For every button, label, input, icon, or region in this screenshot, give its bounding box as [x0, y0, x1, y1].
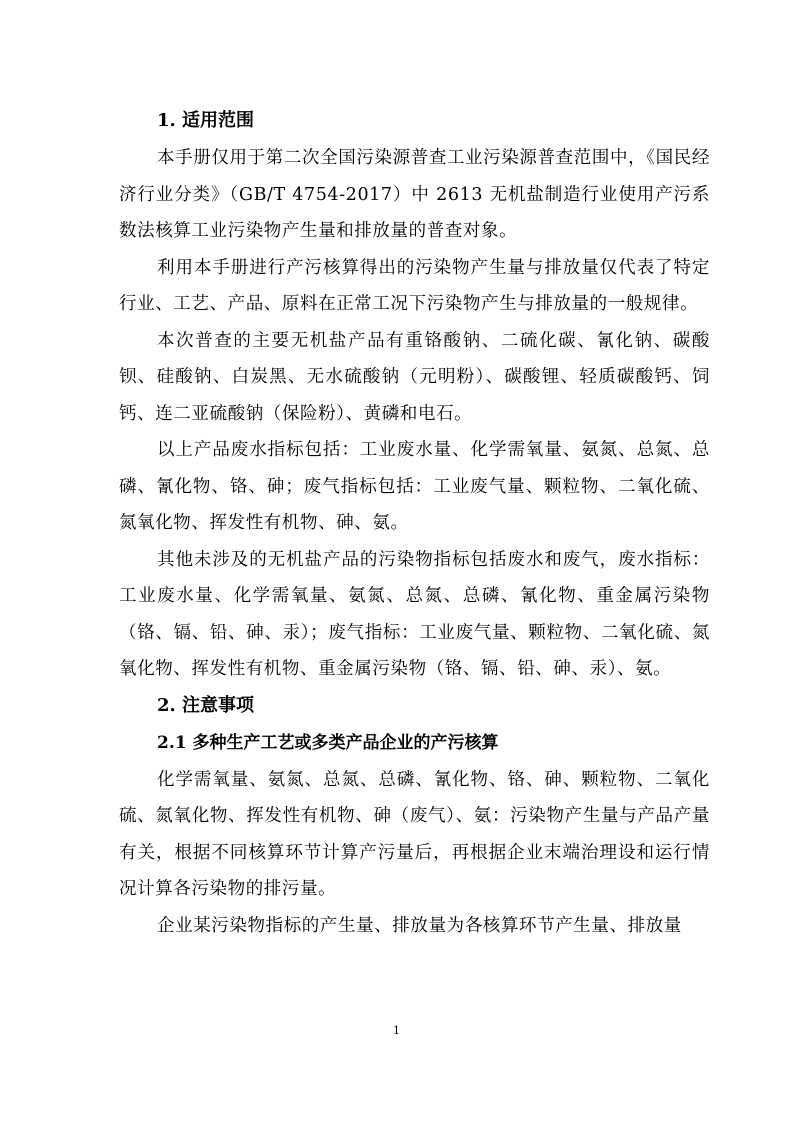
section-1-heading: 1. 适用范围: [157, 110, 255, 131]
section-1-paragraph-2: 利用本手册进行产污核算得出的污染物产生量与排放量仅代表了特定行业、工艺、产品、原料在正常工况下污染物产生与排放量的一般规律。: [119, 257, 710, 314]
page-number: 1: [393, 1024, 400, 1037]
section-1-paragraph-3: 本次普查的主要无机盐产品有重铬酸钠、二硫化碳、氰化钠、碳酸钡、硅酸钠、白炭黑、无水硫酸钠（元明粉）、碳酸锂、轻质碳酸钙、饲钙、连二亚硫酸钠（保险粉）、黄磷和电石。: [119, 330, 710, 424]
section-1-paragraph-1: 本手册仅用于第二次全国污染源普查工业污染源普查范围中，《国民经济行业分类》（GB/T 4754-2017）中 2613 无机盐制造行业使用产污系数法核算工业污染物产生量和排放量的普查对象。: [119, 148, 710, 241]
section-2-1-heading: 2.1 多种生产工艺或多类产品企业的产污核算: [157, 732, 499, 753]
section-2-heading: 2. 注意事项: [157, 694, 255, 716]
section-2-1-paragraph-1: 化学需氧量、氨氮、总氮、总磷、氰化物、铬、砷、颗粒物、二氧化硫、氮氧化物、挥发性有机物、砷（废气）、氨：污染物产生量与产品产量有关，根据不同核算环节计算产污量后，再根据企业末端治理设和运行情况计算各污染物的排污量。: [119, 769, 710, 899]
page-body: [119, 103, 710, 944]
section-1-paragraph-5: 其他未涉及的无机盐产品的污染物指标包括废水和废气，废水指标：工业废水量、化学需氧量、氨氮、总氮、总磷、氰化物、重金属污染物（铬、镉、铅、砷、汞）；废气指标：工业废气量、颗粒物、二氧化硫、氮氧化物、挥发性有机物、重金属污染物（铬、镉、铅、砷、汞）、氨。: [119, 549, 710, 679]
section-2-1-paragraph-2: 企业某污染物指标的产生量、排放量为各核算环节产生量、排放量: [157, 915, 682, 936]
section-1-paragraph-4: 以上产品废水指标包括：工业废水量、化学需氧量、氨氮、总氮、总磷、氰化物、铬、砷；废气指标包括：工业废气量、颗粒物、二氧化硫、氮氧化物、挥发性有机物、砷、氨。: [119, 440, 710, 533]
